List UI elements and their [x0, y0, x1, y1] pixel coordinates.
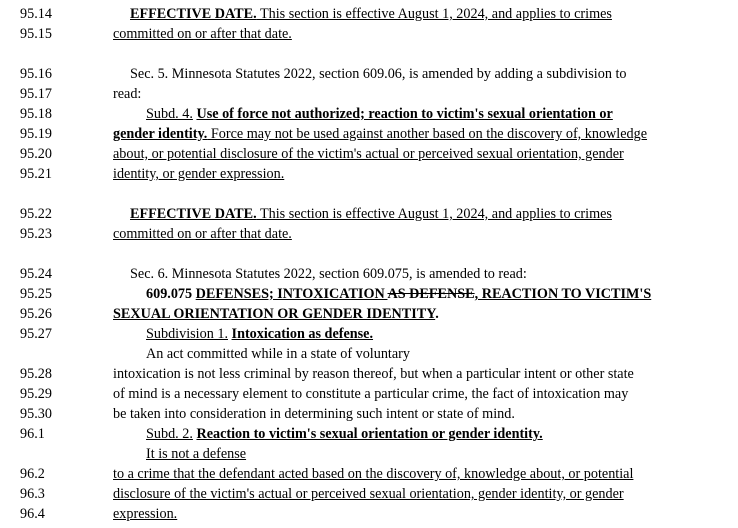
line-number: 95.30 — [20, 406, 52, 422]
period: . — [435, 306, 439, 322]
line-text: committed on or after that date. — [113, 26, 292, 42]
doc-line — [0, 406, 738, 426]
doc-line — [0, 126, 738, 146]
line-text: An act committed while in a state of voluntary — [146, 346, 410, 362]
line-text — [113, 306, 439, 323]
subdivision-label: Subdivision 1. — [146, 326, 228, 342]
subdivision-heading: gender identity. — [113, 126, 208, 142]
line-number: 95.25 — [20, 286, 52, 302]
doc-line — [0, 306, 738, 326]
doc-line — [0, 226, 738, 246]
line-number: 95.27 — [20, 326, 52, 342]
line-number: 95.24 — [20, 266, 52, 282]
section-heading: Sec. 6. Minnesota Statutes 2022, section 609.075, is amended to read: — [130, 266, 527, 282]
line-number: 95.14 — [20, 6, 52, 22]
doc-line — [0, 346, 738, 366]
line-number: 96.4 — [20, 506, 45, 522]
line-number: 95.19 — [20, 126, 52, 142]
line-text: expression. — [113, 506, 178, 522]
line-number: 95.28 — [20, 366, 52, 382]
line-number: 95.15 — [20, 26, 52, 42]
line-text — [130, 206, 612, 223]
doc-line — [0, 66, 738, 86]
doc-line — [0, 446, 738, 466]
line-text: It is not a defense — [146, 446, 247, 462]
doc-line — [0, 386, 738, 406]
doc-line — [0, 166, 738, 186]
inserted-heading: DEFENSES; INTOXICATION — [195, 286, 388, 302]
line-text: intoxication is not less criminal by reason thereof, but when a particular intent or other state — [113, 366, 634, 382]
section-number: 609.075 — [146, 286, 196, 302]
doc-line — [0, 86, 738, 106]
line-text: to a crime that the defendant acted based on the discovery of, knowledge about, or potential — [113, 466, 634, 482]
line-number: 96.3 — [20, 486, 45, 502]
subdivision-heading: Intoxication as defense. — [231, 326, 374, 342]
line-text — [146, 106, 613, 123]
line-text — [130, 6, 612, 23]
line-text — [146, 326, 373, 343]
line-text: read: — [113, 86, 142, 102]
line-text — [146, 286, 651, 303]
effective-date-text: This section is effective August 1, 2024, and applies to crimes — [256, 206, 612, 222]
doc-line — [0, 426, 738, 446]
inserted-text: Force may not be used against another based on the discovery of, knowledge — [207, 126, 648, 142]
line-number: 96.2 — [20, 466, 45, 482]
doc-line — [0, 466, 738, 486]
doc-line — [0, 506, 738, 526]
line-number: 95.22 — [20, 206, 52, 222]
line-text: be taken into consideration in determining such intent or state of mind. — [113, 406, 515, 422]
line-number: 96.1 — [20, 426, 45, 442]
effective-date-heading: EFFECTIVE DATE. — [130, 6, 257, 22]
doc-line — [0, 286, 738, 306]
doc-line — [0, 266, 738, 286]
line-number: 95.26 — [20, 306, 52, 322]
doc-line — [0, 366, 738, 386]
effective-date-text: This section is effective August 1, 2024, and applies to crimes — [256, 6, 612, 22]
line-number: 95.16 — [20, 66, 52, 82]
line-text — [113, 126, 647, 143]
line-number: 95.23 — [20, 226, 52, 242]
doc-line — [0, 206, 738, 226]
doc-line — [0, 6, 738, 26]
subdivision-heading: Use of force not authorized; reaction to victim's sexual orientation or — [196, 106, 613, 122]
line-number: 95.17 — [20, 86, 52, 102]
doc-line — [0, 486, 738, 506]
subdivision-heading: Reaction to victim's sexual orientation or gender identity. — [196, 426, 543, 442]
line-text: disclosure of the victim's actual or perceived sexual orientation, gender identity, or gender — [113, 486, 624, 502]
subdivision-label: Subd. 2. — [146, 426, 193, 442]
inserted-heading: , REACTION TO VICTIM'S — [474, 286, 652, 302]
line-text — [146, 426, 543, 443]
line-text: about, or potential disclosure of the victim's actual or perceived sexual orientation, gender — [113, 146, 624, 162]
line-text: of mind is a necessary element to constitute a particular crime, the fact of intoxication may — [113, 386, 629, 402]
doc-line — [0, 146, 738, 166]
effective-date-heading: EFFECTIVE DATE. — [130, 206, 257, 222]
stricken-text: AS DEFENSE — [387, 286, 475, 302]
doc-line — [0, 326, 738, 346]
section-heading: Sec. 5. Minnesota Statutes 2022, section 609.06, is amended by adding a subdivision to — [130, 66, 627, 82]
line-text: identity, or gender expression. — [113, 166, 285, 182]
line-number: 95.18 — [20, 106, 52, 122]
doc-line — [0, 106, 738, 126]
line-number: 95.20 — [20, 146, 52, 162]
inserted-heading: SEXUAL ORIENTATION OR GENDER IDENTITY — [113, 306, 436, 322]
line-number: 95.21 — [20, 166, 52, 182]
subdivision-label: Subd. 4. — [146, 106, 193, 122]
doc-line — [0, 26, 738, 46]
line-number: 95.29 — [20, 386, 52, 402]
line-text: committed on or after that date. — [113, 226, 292, 242]
